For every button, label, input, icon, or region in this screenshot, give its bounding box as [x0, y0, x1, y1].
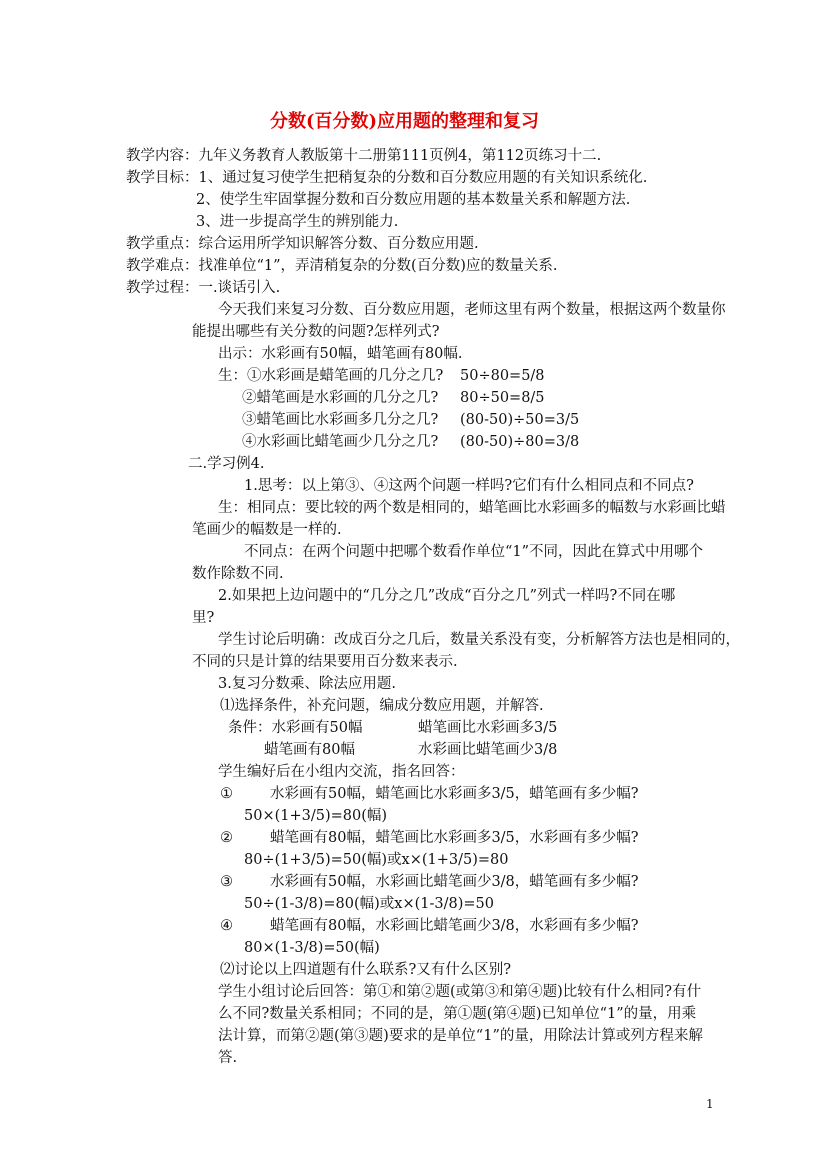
teaching-difficulty: 教学难点：找准单位“1”，弄清稍复杂的分数(百分数)应的数量关系. — [126, 258, 558, 274]
diff-point-line-1: 不同点：在两个问题中把哪个数看作单位“1”不同，因此在算式中用哪个 — [244, 544, 704, 560]
question-2-line-2: 里? — [192, 610, 215, 626]
problem-1-text: 水彩画有50幅，蜡笔画比水彩画多3/5，蜡笔画有多少幅? — [270, 786, 639, 802]
problem-2-text: 蜡笔画有80幅，蜡笔画比水彩画多3/5，水彩画有多少幅? — [270, 830, 639, 846]
answer-line-1: 学生小组讨论后回答：第①和第②题(或第③和第④题)比较有什么相同?有什 — [218, 984, 702, 1000]
same-point-line-2: 笔画少的幅数是一样的. — [192, 522, 342, 538]
intro-answer-4: (80-50)÷80=3/8 — [460, 434, 580, 450]
exchange-text: 学生编好后在小组内交流，指名回答： — [218, 764, 465, 780]
document-title: 分数(百分数)应用题的整理和复习 — [270, 111, 540, 132]
teaching-goal-2: 2、使学生牢固掌握分数和百分数应用题的基本数量关系和解题方法. — [196, 192, 631, 208]
answer-line-4: 答. — [218, 1050, 238, 1066]
problem-3-solution: 50÷(1-3/8)=80(幅)或x×(1-3/8)=50 — [244, 896, 494, 912]
problem-1-solution: 50×(1+3/5)=80(幅) — [244, 808, 388, 824]
teaching-key-point: 教学重点：综合运用所学知识解答分数、百分数应用题. — [126, 236, 479, 252]
condition-3: 蜡笔画有80幅 — [264, 742, 355, 758]
teaching-process: 教学过程：一.谈话引入. — [126, 280, 281, 296]
intro-answer-1: 50÷80=5/8 — [460, 368, 545, 384]
teaching-goal-1: 教学目标：1、通过复习使学生把稍复杂的分数和百分数应用题的有关知识系统化. — [126, 170, 648, 186]
condition-4: 水彩画比蜡笔画少3/8 — [418, 742, 558, 758]
problem-4-number: ④ — [220, 918, 233, 934]
section-2-heading: 二.学习例4. — [188, 456, 265, 472]
intro-question-3: ③蜡笔画比水彩画多几分之几? — [242, 412, 439, 428]
diff-point-line-2: 数作除数不同. — [192, 566, 284, 582]
page-number: 1 — [706, 1097, 714, 1111]
answer-line-3: 法计算，而第②题(第③题)要求的是单位“1”的量，用除法计算或列方程来解 — [218, 1028, 703, 1044]
problem-3-text: 水彩画有50幅，水彩画比蜡笔画少3/8，蜡笔画有多少幅? — [270, 874, 639, 890]
condition-1: 条件：水彩画有50幅 — [228, 720, 363, 736]
problem-1-number: ① — [220, 786, 233, 802]
teaching-goal-3: 3、进一步提高学生的辨别能力. — [196, 214, 399, 230]
condition-2: 蜡笔画比水彩画多3/5 — [418, 720, 558, 736]
intro-question-4: ④水彩画比蜡笔画少几分之几? — [242, 434, 439, 450]
choose-conditions: ⑴选择条件，补充问题，编成分数应用题，并解答. — [220, 698, 544, 714]
intro-paragraph-line-2: 能提出哪些有关分数的问题?怎样列式? — [192, 324, 440, 340]
think-question: 1.思考：以上第③、④这两个问题一样吗?它们有什么相同点和不同点? — [244, 478, 694, 494]
discussion-line-2: 不同的只是计算的结果要用百分数来表示. — [192, 654, 458, 670]
intro-question-1: 生：①水彩画是蜡笔画的几分之几? — [218, 368, 444, 384]
same-point-line-1: 生：相同点：要比较的两个数是相同的，蜡笔画比水彩画多的幅数与水彩画比蜡 — [218, 500, 726, 516]
intro-answer-2: 80÷50=8/5 — [460, 390, 545, 406]
problem-3-number: ③ — [220, 874, 233, 890]
intro-answer-3: (80-50)÷50=3/5 — [460, 412, 580, 428]
discussion-line-1: 学生讨论后明确：改成百分之几后，数量关系没有变，分析解答方法也是相同的， — [218, 632, 740, 648]
intro-paragraph-line-1: 今天我们来复习分数、百分数应用题，老师这里有两个数量，根据这两个数量你 — [218, 302, 726, 318]
problem-4-text: 蜡笔画有80幅，水彩画比蜡笔画少3/8，水彩画有多少幅? — [270, 918, 639, 934]
problem-2-number: ② — [220, 830, 233, 846]
review-heading: 3.复习分数乘、除法应用题. — [218, 676, 396, 692]
problem-4-solution: 80×(1-3/8)=50(幅) — [244, 940, 380, 956]
question-2-line-1: 2.如果把上边问题中的“几分之几”改成“百分之几”列式一样吗?不同在哪 — [218, 588, 676, 604]
intro-question-2: ②蜡笔画是水彩画的几分之几? — [242, 390, 439, 406]
discussion-question: ⑵讨论以上四道题有什么联系?又有什么区别? — [220, 962, 512, 978]
problem-2-solution: 80÷(1+3/5)=50(幅)或x×(1+3/5)=80 — [244, 852, 509, 868]
teaching-content: 教学内容：九年义务教育人教版第十二册第111页例4，第112页练习十二. — [126, 148, 602, 164]
intro-show: 出示：水彩画有50幅，蜡笔画有80幅. — [218, 346, 463, 362]
answer-line-2: 么不同?数量关系相同；不同的是，第①题(第④题)已知单位“1”的量，用乘 — [218, 1006, 697, 1022]
